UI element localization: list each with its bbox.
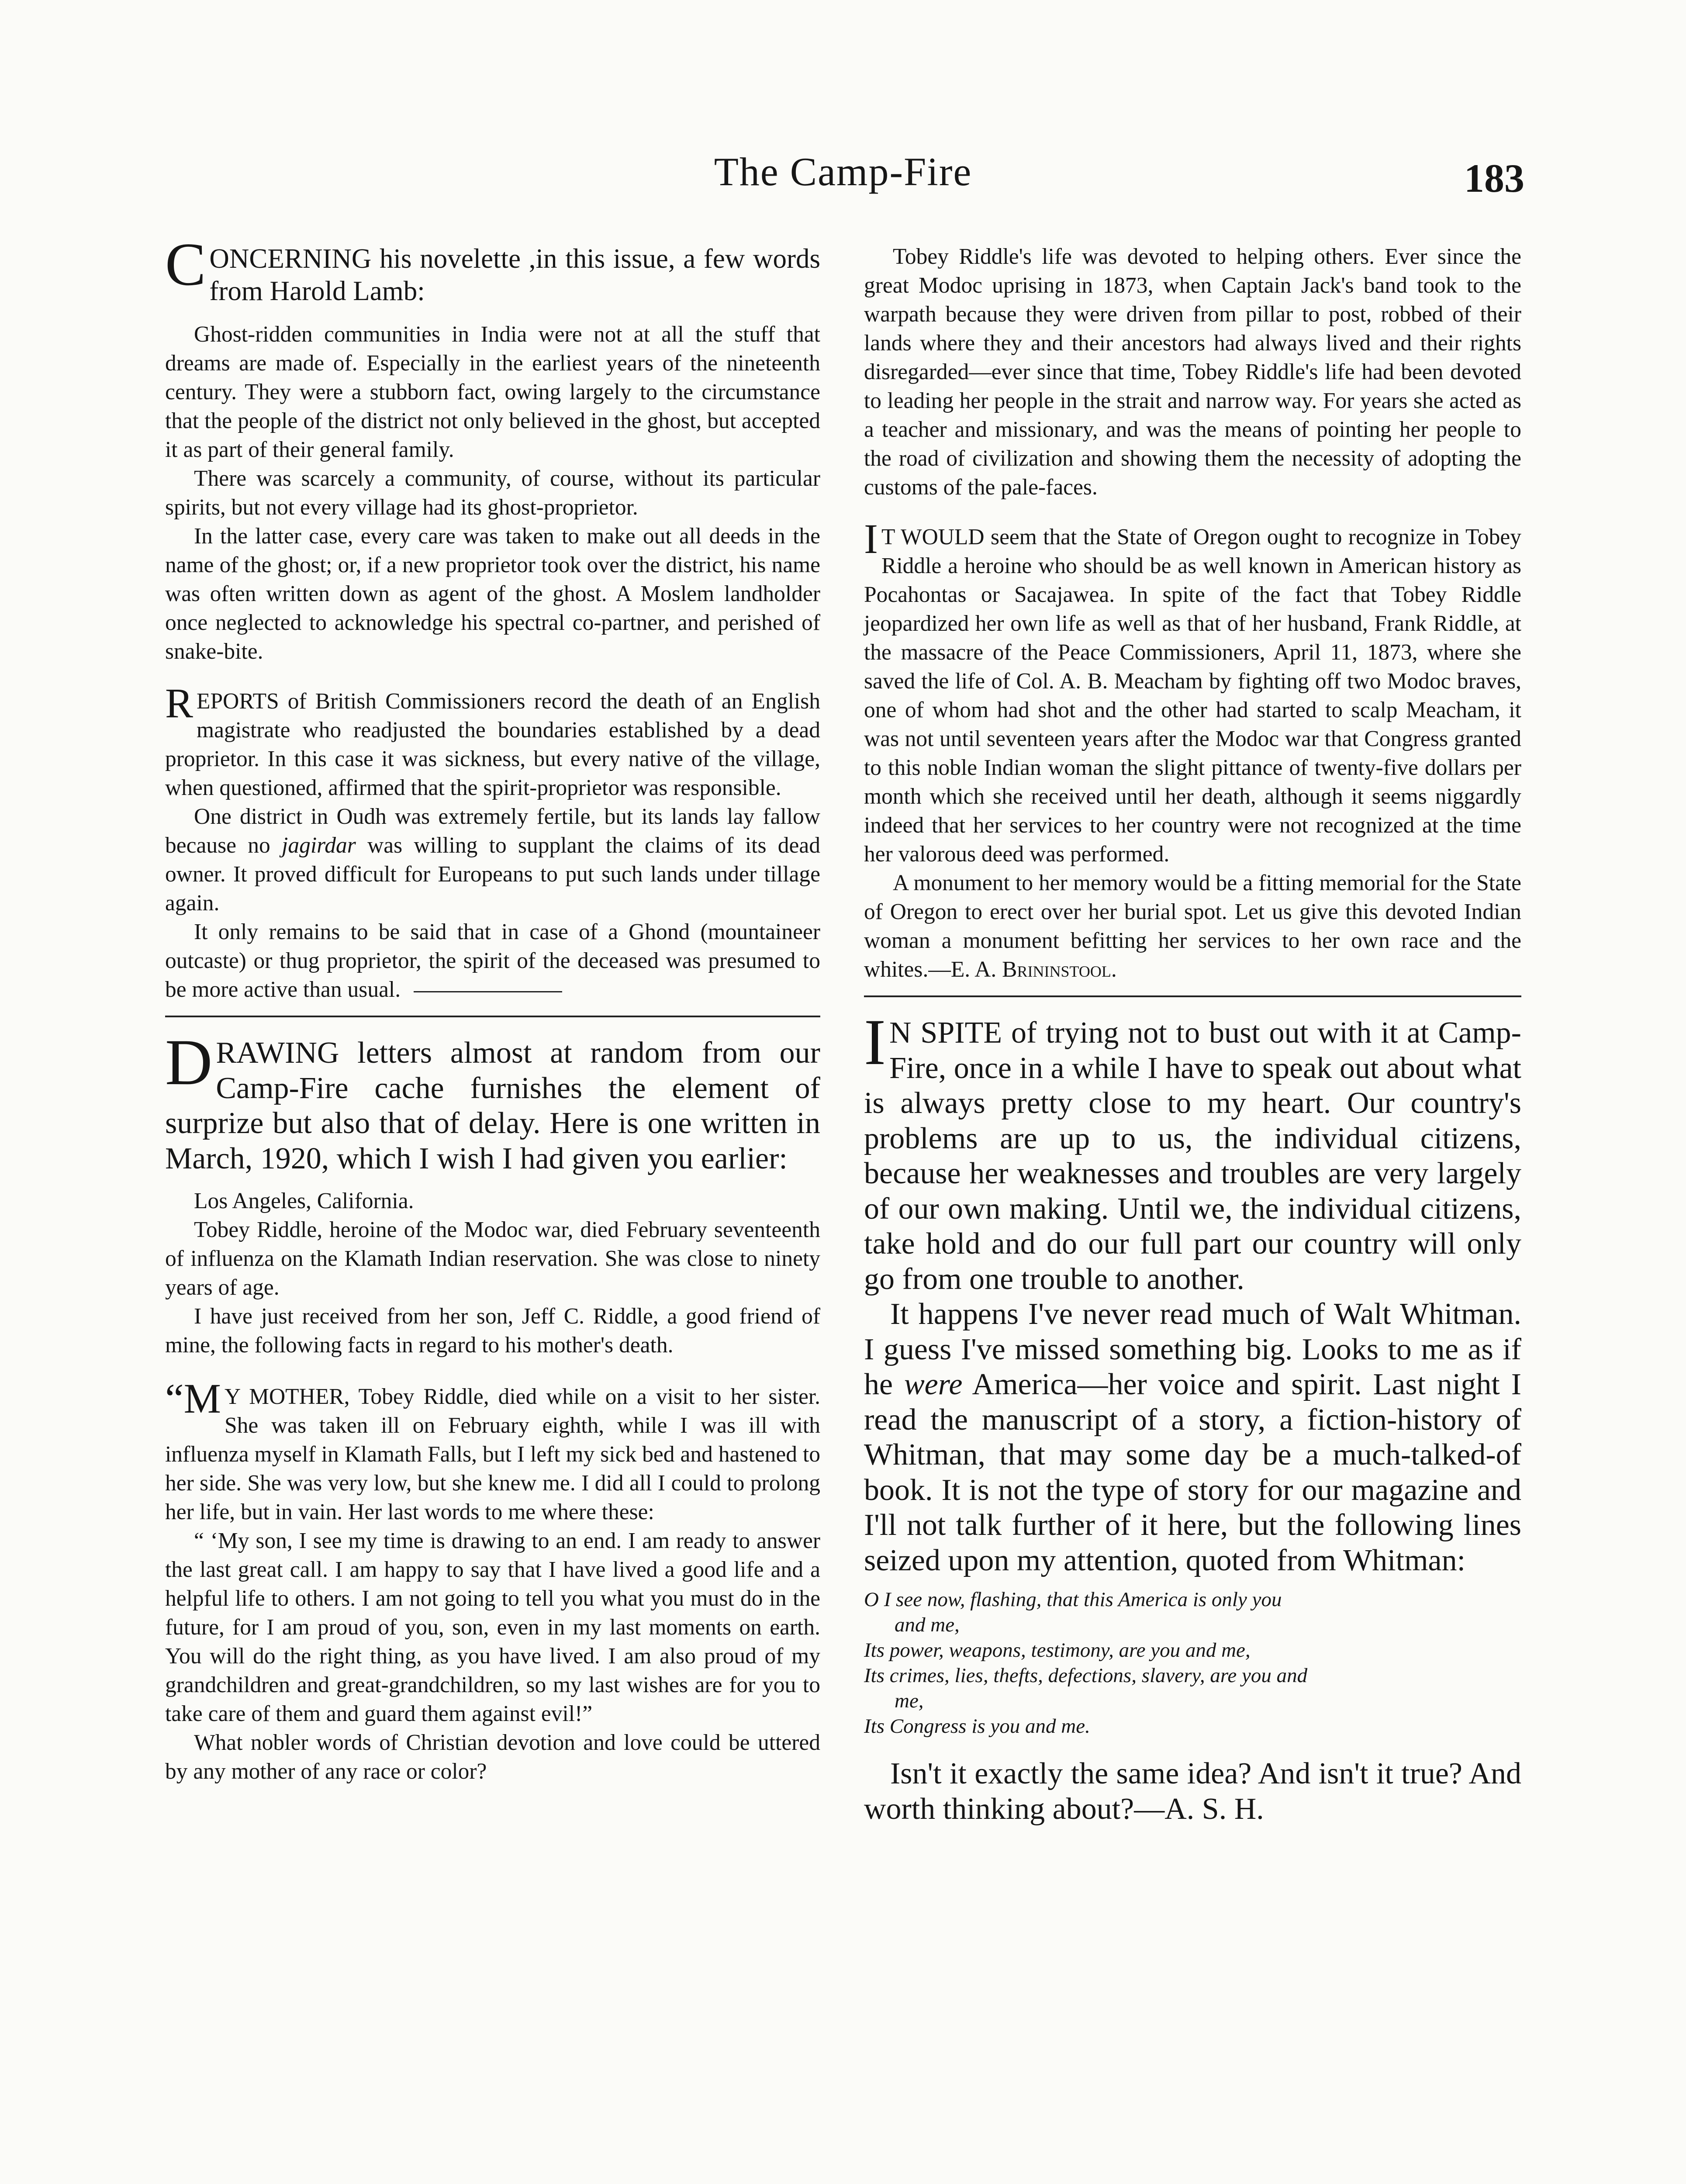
poem-line xyxy=(864,1688,1521,1714)
paragraph: I have just received from her son, Jeff C. Riddle, a good friend of mine, the following facts in regard to his mother's death. xyxy=(165,1304,820,1358)
paragraph: Tobey Riddle's life was devoted to helping others. Ever since the great Modoc uprising in 1873, when Captain Jack's band took to the warpath because they were driven from pillar to post, robbed of their lands where they and their ancestors had always lived and their rights disregarded—ever since that time, Tobey Riddle's life had been devoted to leading her people in the strait and narrow way. For years she acted as a teacher and missionary, and was the means of pointing her people to the road of civilization and showing them the necessity of adopting the customs of the pale-faces. xyxy=(864,244,1521,500)
drop-cap: D xyxy=(165,1026,213,1099)
paragraph-text: One district in Oudh was extremely fertile, but its lands lay fallow because no xyxy=(165,804,820,858)
poem-line: Its Congress is you and me. xyxy=(864,1715,1090,1738)
paragraph-block xyxy=(864,1297,1521,1578)
section-reports xyxy=(165,680,821,1004)
running-head: The Camp-Fire xyxy=(714,149,972,194)
lead-text: N SPITE of trying not to bust out with it at Camp-Fire, once in a while I have to speak out about what is always pretty close to my heart. Our country's problems are up to us, the individual citizens, because her weaknesses and troubles are very largely of our own making. Until we, the individual citizens, take hold and do our full part our country will only go from one trouble to another. xyxy=(864,1016,1521,1296)
drop-cap: I xyxy=(864,1006,886,1078)
paragraph: There was scarcely a community, of course, without its particular spirits, but not every village had its ghost-proprietor. xyxy=(165,466,820,520)
whitman-quote xyxy=(864,1587,1521,1739)
section-rule xyxy=(414,991,562,992)
section-tobey-life xyxy=(864,242,1521,502)
section-lead xyxy=(165,680,820,802)
paragraph: “ ‘My son, I see my time is drawing to an end. I am ready to answer the last great call. I am happy to say that I have lived a good life and a helpful life to others. I am not going to tell you what you must do in the future, for I am proud of you, son, even in my last moments on earth. You will do the right thing, as you have lived. I am also proud of my grandchildren and great-grandchildren, so my last wishes are for you to take care of them and guard them against evil!” xyxy=(165,1528,820,1726)
paragraph: Ghost-ridden communities in India were not at all the stuff that dreams are made of. Especially in the earliest years of the nineteenth century. They were a stubborn fact, owing largely to the circumstance that the people of the district not only believed in the ghost, but accepted it as part of their general family. xyxy=(165,322,820,462)
drop-cap: C xyxy=(165,231,206,298)
lead-text: T WOULD seem that the State of Oregon ought to recognize in Tobey Riddle a heroine who should be as well known in American history as Pocahontas or Sacajawea. In spite of the fact that Tobey Riddle jeopardized her own life as well as that of her husband, Frank Riddle, at the massacre of the Peace Commissioners, April 11, 1873, where she saved the life of Col. A. B. Meacham by fighting off two Modoc braves, one of whom had shot and the other had started to scalp Meacham, it was not until seventeen years after the Modoc war that Congress granted to this noble Indian woman the slight pittance of twenty-five dollars per month which she received until her death, although it seems niggardly indeed that her services to her country were not recognized at the time her valorous deed was performed. xyxy=(864,525,1521,867)
paragraph: What nobler words of Christian devotion and love could be uttered by any mother of any race or color? xyxy=(165,1730,820,1784)
paragraph: Tobey Riddle, heroine of the Modoc war, died February seventeenth of influenza on the Klamath Indian reservation. She was close to ninety years of age. xyxy=(165,1217,820,1300)
lead-text: RAWING letters almost at random from our Camp-Fire cache furnishes the element of surprize but also that of delay. Here is one written in March, 1920, which I wish I had given you earlier: xyxy=(165,1036,820,1175)
poem-line-text: and me, xyxy=(895,1614,960,1636)
section-oregon xyxy=(864,515,1521,984)
section-lead xyxy=(165,1375,820,1527)
poem-line-text: me, xyxy=(895,1690,924,1712)
paragraph xyxy=(864,869,1521,984)
section-my-mother xyxy=(165,1375,820,1786)
left-column xyxy=(165,231,821,1786)
section-lead xyxy=(864,1006,1521,1297)
closing-paragraph: Isn't it exactly the same idea? And isn't it true? And worth thinking about?—A. S. H. xyxy=(864,1757,1521,1826)
drop-cap: I xyxy=(864,515,878,562)
poem-line: O I see now, flashing, that this America is only you xyxy=(864,1588,1282,1611)
section-lead xyxy=(165,231,820,307)
paragraph-block xyxy=(864,1756,1521,1827)
poem-line: Its crimes, lies, thefts, defections, slavery, are you and xyxy=(864,1664,1308,1687)
paragraph: In the latter case, every care was taken to make out all deeds in the name of the ghost; or, if a new proprietor took over the district, his name was often written down as agent of the ghost. A Moslem landholder once neglected to acknowledge his spectral co-partner, and perished of snake-bite. xyxy=(165,524,820,664)
section-letters xyxy=(165,1026,820,1360)
paragraph-text: It happens I've never read much of Walt Whitman. I guess I've missed something big. Looks to me as if he xyxy=(864,1297,1521,1401)
poem-line: Its power, weapons, testimony, are you and me, xyxy=(864,1639,1251,1662)
lead-text: Y MOTHER, Tobey Riddle, died while on a visit to her sister. She was taken ill on February eighth, while I was ill with influenza myself in Klamath Falls, but I left my sick bed and hastened to her side. She was very low, but she knew me. I did all I could to prolong her life, but in vain. Her last words to me where these: xyxy=(165,1384,820,1524)
paragraph-text: America—her voice and spirit. Last night I read the manuscript of a story, a fiction-history of Whitman, that may some day be a much-talked-of book. It is not the type of story for our magazine and I'll not talk further of it here, but the following lines seized upon my attention, quoted from Whitman: xyxy=(864,1368,1522,1577)
drop-cap: R xyxy=(165,680,193,726)
paragraph xyxy=(165,802,820,918)
lead-text: ONCERNING his novelette ,in this issue, a few words from Harold Lamb: xyxy=(209,243,820,306)
paragraph xyxy=(165,918,820,1004)
paragraph-text: It only remains to be said that in case of a Ghond (mountaineer outcaste) or thug proprietor, the spirit of the deceased was presumed to be more active than usual. xyxy=(165,919,820,1002)
section-in-spite xyxy=(864,1006,1522,1827)
paragraph-text: A monument to her memory would be a fitting memorial for the State of Oregon to erect over her burial spot. Let us give this devoted Indian woman a monument befitting her services to her own race and the whites.—E. A. xyxy=(864,871,1521,982)
paragraph xyxy=(864,1297,1521,1578)
lead-text: EPORTS of British Commissioners record the death of an English magistrate who readjusted the boundaries established by a dead proprietor. In this case it was sickness, but every native of the village, when questioned, affirmed that the spirit-proprietor was responsible. xyxy=(165,689,820,800)
section-lead xyxy=(165,1026,820,1176)
letter-place: Los Angeles, California. xyxy=(194,1189,414,1213)
section-harold-lamb xyxy=(165,231,820,666)
italic-term: jagirdar xyxy=(282,833,356,858)
paragraph-text: was willing to supplant the claims of its dead owner. It proved difficult for Europeans to put such lands under tillage again. xyxy=(165,833,821,916)
section-lead xyxy=(864,515,1521,869)
page-number: 183 xyxy=(1464,156,1524,200)
italic-word: were xyxy=(904,1368,963,1401)
right-column xyxy=(864,242,1521,1827)
signature: Brininstool. xyxy=(1002,957,1117,982)
drop-cap: “M xyxy=(165,1375,221,1422)
poem-line xyxy=(864,1612,1521,1638)
